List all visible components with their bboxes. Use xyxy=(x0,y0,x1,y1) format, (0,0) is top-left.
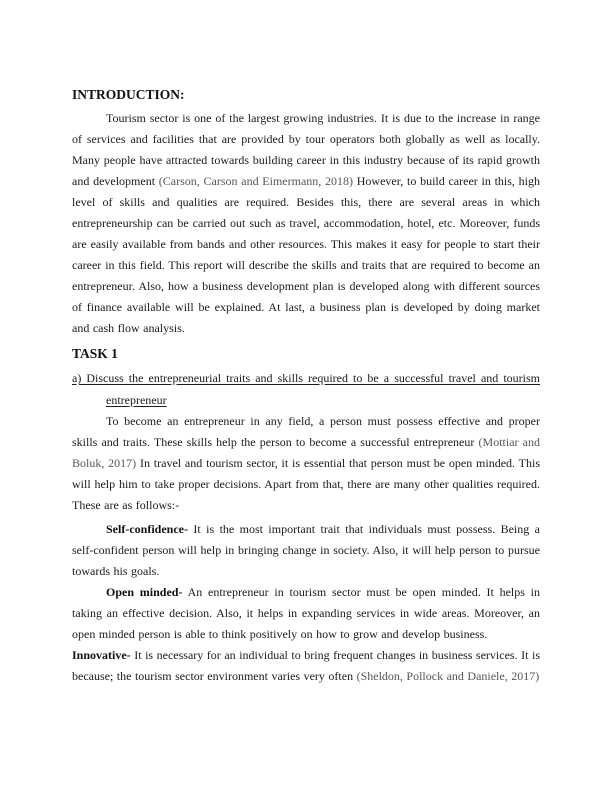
text-segment: To become an entrepreneur in any field, a person must possess effective and proper skills and traits. These skills help the person to become a successful entrepreneur xyxy=(72,414,540,449)
citation-text: (Carson, Carson and Eimermann, 2018) xyxy=(158,174,354,188)
self-confidence-paragraph xyxy=(72,519,540,582)
become-entrepreneur-paragraph xyxy=(72,411,540,516)
text-segment: Self-confidence- xyxy=(106,522,188,536)
text-segment: It is necessary for an individual to bring frequent changes in business services. It is because; the tourism sector environment varies very often xyxy=(72,648,540,683)
intro-heading: INTRODUCTION: xyxy=(72,87,185,102)
text-segment: However, to build career in this, high level of skills and qualities are required. Besides this, there are several areas in which entrepreneurship can be carried out such as travel, accommodation, hotel, etc. Moreover, funds are easily available from bands and other resources. This makes it easy for people to start their career in this field. This report will describe the skills and traits that are required to become an entrepreneur. Also, how a business development plan is developed along with different sources of finance available will be explained. At last, a business plan is developed by doing market and cash flow analysis. xyxy=(72,174,540,335)
text-segment: Innovative- xyxy=(72,648,131,662)
text-segment: Tourism sector is one of the largest growing industries. It is due to the increase in range of services and facilities that are provided by tour operators both globally as well as locally. Many people have attracted towards building career in this industry because of its rapid growth and development xyxy=(72,111,540,188)
innovative-paragraph xyxy=(72,645,540,687)
task-heading: TASK 1 xyxy=(72,346,118,361)
text-segment: Open minded- xyxy=(106,585,183,599)
intro-paragraph xyxy=(72,108,540,339)
citation-text: (Mottiar and Boluk, 2017) xyxy=(72,435,540,470)
text-segment: An entrepreneur in tourism sector must be open minded. It helps in taking an effective decision. Also, it helps in expanding services in wide areas. Moreover, an open minded person is able to think positively on how to grow and develop business. xyxy=(72,585,541,641)
citation-text: (Sheldon, Pollock and Daniele, 2017) xyxy=(356,669,540,683)
text-segment: It is the most important trait that individuals must possess. Being a self-confident person will help in bringing change in society. Also, it will help person to pursue towards his goals. xyxy=(72,522,540,578)
question-heading: a) Discuss the entrepreneurial traits and skills required to be a successful travel and tourism entrepreneur xyxy=(72,371,540,407)
text-segment: In travel and tourism sector, it is essential that person must be open minded. This will help him to take proper decisions. Apart from that, there are many other qualities required. These are as follows:- xyxy=(72,456,540,512)
open-minded-paragraph xyxy=(72,582,540,645)
